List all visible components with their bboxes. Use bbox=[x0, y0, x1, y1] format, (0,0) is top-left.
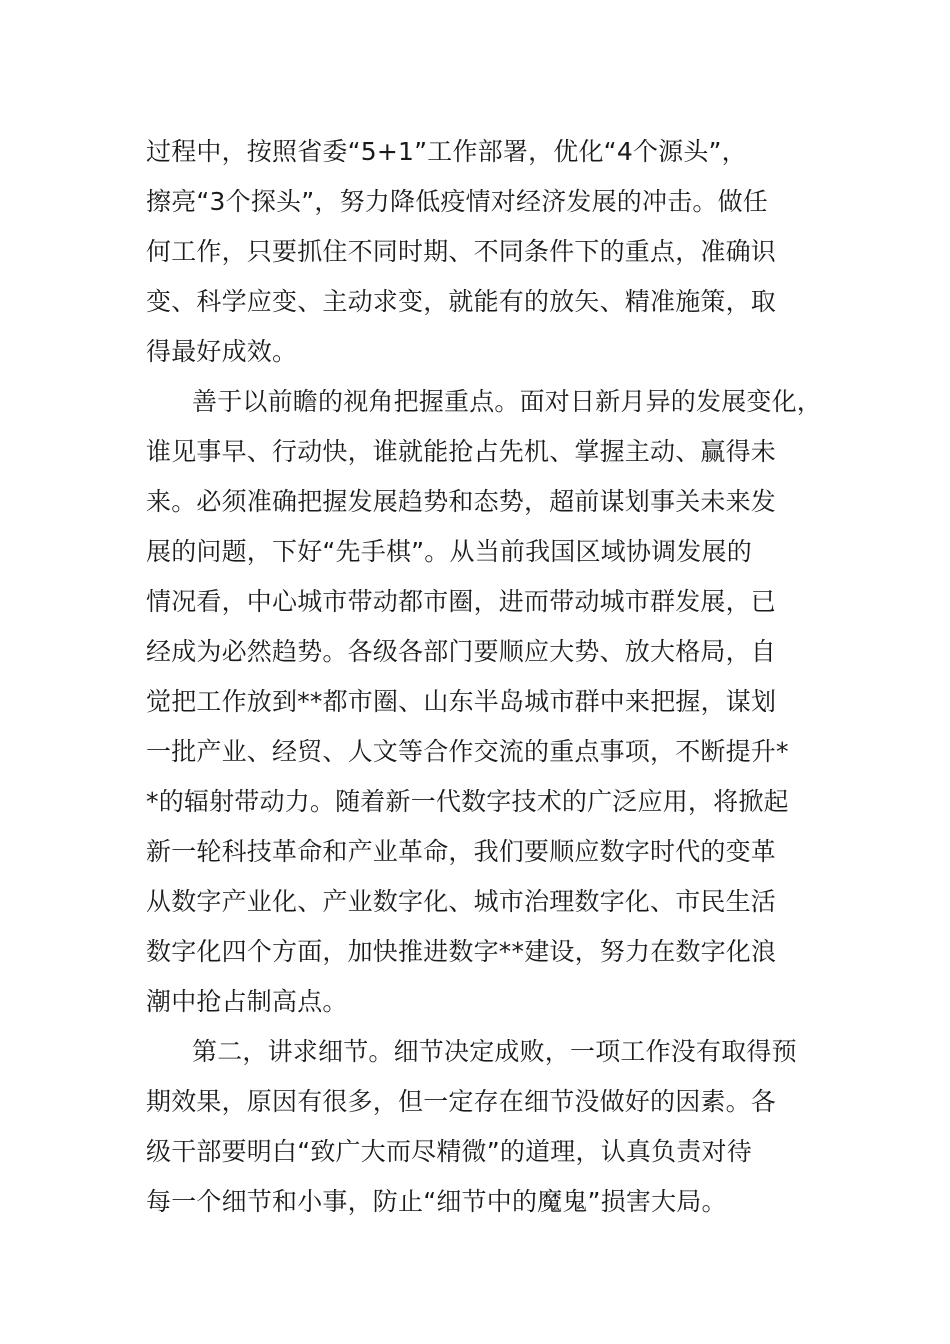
text-line: 级干部要明白“致广大而尽精微”的道理，认真负责对待 bbox=[146, 1137, 752, 1166]
text-line: 何工作，只要抓住不同时期、不同条件下的重点，准确识 bbox=[146, 237, 777, 266]
text-line: 得最好成效。 bbox=[146, 337, 298, 366]
text-line: 新一轮科技革命和产业革命，我们要顺应数字时代的变革 bbox=[146, 837, 777, 866]
text-line: 变、科学应变、主动求变，就能有的放矢、精准施策，取 bbox=[146, 287, 777, 316]
text-line: 情况看，中心城市带动都市圈，进而带动城市群发展，已 bbox=[146, 587, 777, 616]
text-line: 每一个细节和小事，防止“细节中的魔鬼”损害大局。 bbox=[146, 1187, 727, 1216]
text-line: 过程中，按照省委“5+1”工作部署，优化“4个源头”， bbox=[146, 137, 747, 166]
text-line: 来。必须准确把握发展趋势和态势，超前谋划事关未来发 bbox=[146, 487, 777, 516]
text-line: 一批产业、经贸、人文等合作交流的重点事项，不断提升* bbox=[146, 737, 789, 766]
text-line: 潮中抢占制高点。 bbox=[146, 987, 348, 1016]
text-line: 经成为必然趋势。各级各部门要顺应大势、放大格局，自 bbox=[146, 637, 777, 666]
document-body bbox=[146, 127, 826, 1227]
text-line: *的辐射带动力。随着新一代数字技术的广泛应用，将掀起 bbox=[146, 787, 789, 816]
paragraph-start-line: 善于以前瞻的视角把握重点。面对日新月异的发展变化， bbox=[192, 387, 823, 416]
paragraph-start-line: 第二，讲求细节。细节决定成败，一项工作没有取得预 bbox=[192, 1037, 797, 1066]
text-line: 从数字产业化、产业数字化、城市治理数字化、市民生活 bbox=[146, 887, 777, 916]
text-line: 觉把工作放到**都市圈、山东半岛城市群中来把握，谋划 bbox=[146, 687, 777, 716]
text-line: 期效果，原因有很多，但一定存在细节没做好的因素。各 bbox=[146, 1087, 777, 1116]
text-line: 谁见事早、行动快，谁就能抢占先机、掌握主动、赢得未 bbox=[146, 437, 777, 466]
text-line: 展的问题，下好“先手棋”。从当前我国区域协调发展的 bbox=[146, 537, 752, 566]
text-line: 擦亮“3个探头”，努力降低疫情对经济发展的冲击。做任 bbox=[146, 187, 769, 216]
text-line: 数字化四个方面，加快推进数字**建设，努力在数字化浪 bbox=[146, 937, 777, 966]
